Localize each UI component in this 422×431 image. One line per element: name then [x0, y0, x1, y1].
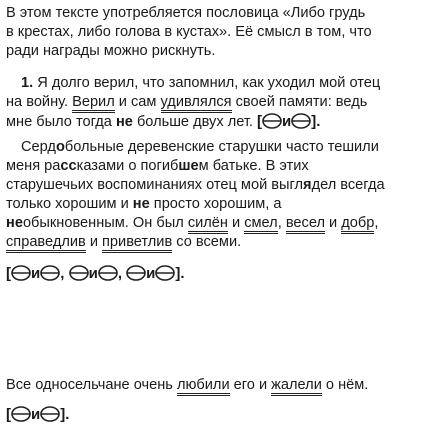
particle-ne: не [115, 114, 133, 130]
para3-line-1: Все односельчане очень любили его и жалели о нём. [6, 376, 368, 395]
pred-privetliv: приветлив [102, 234, 172, 253]
pred-lyubili: любили [177, 377, 230, 396]
pred-zhaleli: жалели [271, 377, 322, 396]
predicate-oval-icon [98, 265, 118, 281]
sentence-scheme-3: [ и ]. [6, 406, 70, 423]
pred-spravedliv: справедлив [6, 234, 86, 253]
verb-veril: Верил [72, 94, 115, 113]
predicate-oval-icon [11, 406, 31, 422]
predicate-oval-icon [11, 265, 31, 281]
predicate-oval-icon [262, 113, 282, 129]
task-line-1: 1. Я долго верил, что запомнил, как уходил мой отец [21, 75, 381, 91]
sentence-scheme-2: [ и , и , и ]. [6, 265, 185, 282]
verb-udivlyalsya: удивлялся [161, 94, 232, 113]
para2-line-3: старушечьих воспоминаниях отец мой выглядел всегда [6, 177, 385, 193]
para2-line-4: только хорошим и не просто хорошим, а [6, 196, 282, 212]
sentence-scheme-1: [ и ]. [257, 113, 321, 130]
para2-line-1: Сердобольные деревенские старушки часто тешили [21, 139, 379, 155]
intro-line-3: ради награды можно рискнуть. [6, 43, 216, 59]
predicate-oval-icon [40, 265, 60, 281]
predicate-oval-icon [291, 113, 311, 129]
para2-line-2: меня рассказами о погибшем батьке. В этих [6, 158, 309, 174]
intro-line-2: в крестах, либо голова в кустах». Её смысл в том, что [6, 24, 372, 40]
pred-smel: смел [244, 215, 277, 234]
predicate-oval-icon [126, 265, 146, 281]
task-line-2: на войну. Верил и сам удивлялся своей памяти: ведь [6, 93, 367, 112]
task-line-3: мне было тогда не больше двух лет. [ и ]. [6, 113, 321, 130]
pred-vesel: весел [286, 215, 325, 234]
predicate-oval-icon [40, 406, 60, 422]
intro-line-1: В этом тексте употребляется пословица «Либо грудь [6, 5, 366, 21]
predicate-oval-icon [69, 265, 89, 281]
para2-line-5: необыкновенным. Он был силён и смел, весел и добр, [6, 214, 378, 233]
pred-silen: силён [188, 215, 228, 234]
task-number: 1. [21, 75, 34, 91]
para2-line-6: справедлив и приветлив со всеми. [6, 233, 241, 252]
predicate-oval-icon [155, 265, 175, 281]
pred-dobr: добр [341, 215, 374, 234]
